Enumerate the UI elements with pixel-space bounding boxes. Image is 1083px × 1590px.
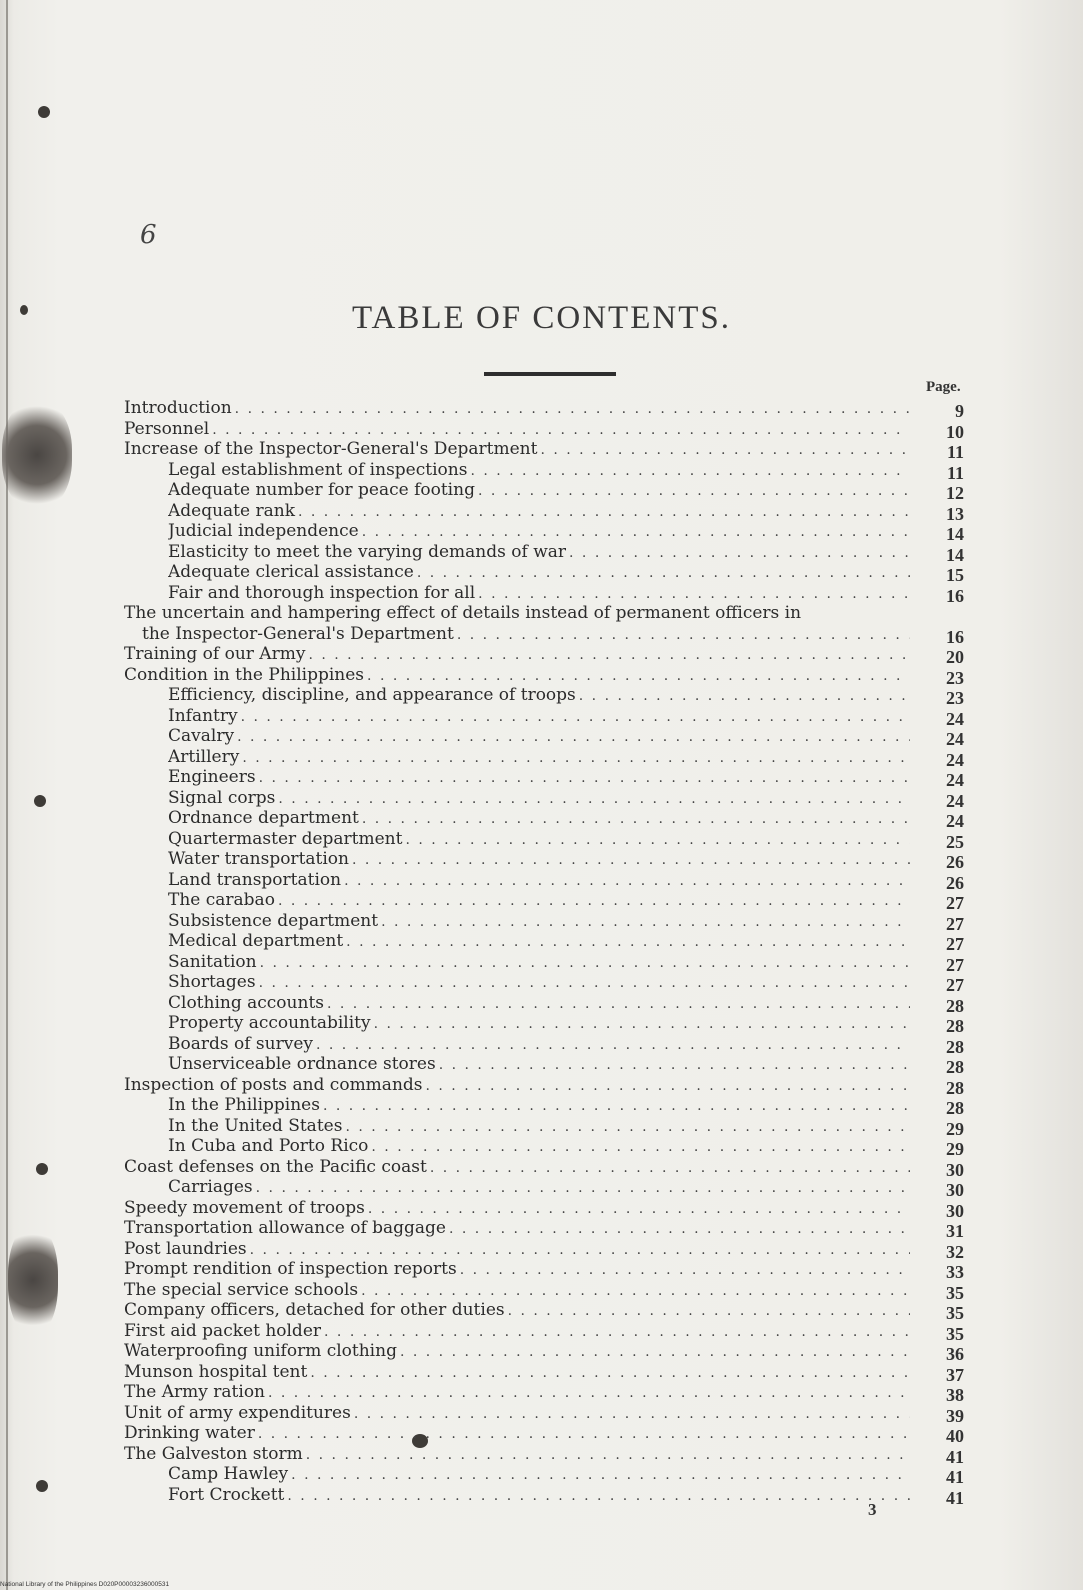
toc-entry-page: 28 — [946, 1016, 964, 1036]
toc-entry — [124, 685, 1024, 706]
binding-hole-mark — [34, 795, 46, 807]
toc-entry — [124, 419, 1024, 440]
toc-entry-page: 14 — [946, 524, 964, 544]
toc-entry-page: 35 — [946, 1303, 964, 1323]
toc-entry — [124, 767, 1024, 788]
toc-entry-label: Infantry — [168, 705, 238, 726]
toc-entry-page: 24 — [946, 729, 964, 749]
dot-leader — [449, 1219, 910, 1238]
dot-leader — [354, 1404, 910, 1423]
dot-leader — [362, 522, 910, 541]
toc-entry — [124, 1321, 1024, 1342]
toc-entry — [124, 726, 1024, 747]
toc-entry-page: 35 — [946, 1323, 964, 1344]
toc-entry-page: 26 — [946, 872, 964, 893]
toc-entry — [124, 624, 1024, 645]
toc-entry — [124, 1444, 1024, 1465]
dot-leader — [278, 789, 910, 808]
toc-entry-label: Medical department — [168, 931, 344, 951]
dot-leader — [470, 461, 910, 480]
toc-entry-page: 41 — [946, 1467, 964, 1487]
toc-entry-page: 28 — [946, 1077, 964, 1098]
dot-leader — [478, 481, 910, 500]
dot-leader — [405, 830, 910, 849]
dot-leader — [579, 686, 910, 705]
toc-entry-page: 39 — [946, 1405, 964, 1426]
dot-leader — [212, 420, 910, 439]
toc-entry-page: 24 — [946, 708, 964, 729]
toc-entry — [124, 501, 1024, 522]
toc-entry-page: 16 — [946, 626, 964, 647]
toc-entry-page: 13 — [946, 503, 964, 524]
toc-entry — [124, 829, 1024, 850]
dot-leader — [345, 1117, 910, 1136]
handwritten-mark: 6 — [140, 220, 157, 250]
toc-entry-page: 25 — [946, 831, 964, 852]
page-title: TABLE OF CONTENTS. — [352, 300, 731, 336]
toc-entry — [124, 480, 1024, 501]
toc-entry-label: The carabao — [168, 890, 275, 910]
dot-leader — [371, 1137, 910, 1156]
toc-entry-label: Adequate number for peace footing — [168, 480, 475, 500]
toc-entry-label: The Army ration — [124, 1382, 265, 1402]
dot-leader — [259, 973, 910, 992]
toc-entry-page: 28 — [946, 1057, 964, 1077]
toc-entry-label: Inspection of posts and commands — [124, 1074, 423, 1095]
dot-leader — [400, 1342, 910, 1361]
toc-list — [124, 398, 1024, 1508]
toc-entry-page: 27 — [946, 913, 964, 934]
toc-entry — [124, 1034, 1024, 1055]
dot-leader — [327, 994, 910, 1013]
binding-hole-mark — [36, 1163, 48, 1175]
toc-entry-page: 28 — [946, 1098, 964, 1118]
dot-leader — [430, 1158, 910, 1177]
toc-entry — [124, 706, 1024, 727]
dot-leader — [310, 1363, 910, 1382]
page-number: 3 — [868, 1500, 877, 1519]
toc-entry-label: In the United States — [168, 1115, 343, 1136]
dot-leader — [324, 1322, 910, 1341]
toc-entry — [124, 1116, 1024, 1137]
toc-entry-page: 15 — [946, 565, 964, 585]
dot-leader — [374, 1014, 910, 1033]
toc-entry-label: Boards of survey — [168, 1033, 313, 1054]
toc-entry — [124, 521, 1024, 542]
toc-entry — [124, 1362, 1024, 1383]
toc-entry-label: Cavalry — [168, 726, 235, 746]
dot-leader — [352, 850, 910, 869]
page-column-header: Page. — [926, 379, 961, 395]
dot-leader — [361, 1281, 910, 1300]
toc-entry-label: Speedy movement of troops — [124, 1197, 365, 1218]
toc-entry — [124, 911, 1024, 932]
toc-entry-page: 12 — [946, 483, 964, 503]
toc-entry-label: In the Philippines — [168, 1095, 320, 1115]
toc-entry-page: 35 — [946, 1282, 964, 1303]
toc-entry-page: 28 — [946, 1036, 964, 1057]
paper-damage-stain — [2, 400, 72, 510]
toc-entry-label: Coast defenses on the Pacific coast — [124, 1156, 427, 1177]
toc-entry — [124, 398, 1024, 419]
toc-entry-page: 27 — [946, 934, 964, 954]
dot-leader — [569, 543, 910, 562]
toc-entry-label: Prompt rendition of inspection reports — [124, 1259, 457, 1279]
toc-entry-label: the Inspector-General's Department — [142, 623, 454, 644]
toc-entry-label: Condition in the Philippines — [124, 664, 365, 685]
toc-entry-label: Drinking water — [124, 1423, 255, 1443]
toc-entry-page: 20 — [946, 647, 964, 667]
dot-leader — [250, 1240, 910, 1259]
toc-entry-label: Efficiency, discipline, and appearance of troops — [168, 685, 576, 705]
dot-leader — [381, 912, 910, 931]
dot-leader — [426, 1076, 911, 1095]
toc-entry-label: Sanitation — [168, 951, 257, 972]
toc-entry — [124, 1239, 1024, 1260]
toc-entry-label: Water transportation — [168, 849, 349, 869]
toc-entry-page: 24 — [946, 770, 964, 790]
toc-entry-page: 27 — [946, 893, 964, 913]
toc-entry — [124, 1382, 1024, 1403]
toc-entry — [124, 972, 1024, 993]
toc-entry-page: 11 — [946, 462, 964, 483]
dot-leader — [287, 1486, 910, 1505]
toc-entry-label: Personnel — [124, 418, 210, 439]
toc-entry-page: 26 — [946, 852, 964, 872]
dot-leader — [260, 953, 910, 972]
toc-entry-label: Ordnance department — [168, 808, 359, 828]
toc-entry-label: Carriages — [168, 1177, 253, 1197]
toc-entry-page: 29 — [946, 1118, 964, 1139]
toc-entry-label: The Galveston storm — [124, 1443, 303, 1464]
toc-entry-label: Unit of army expenditures — [124, 1402, 351, 1423]
toc-entry-page: 40 — [946, 1426, 964, 1446]
toc-entry — [124, 931, 1024, 952]
toc-entry — [124, 1075, 1024, 1096]
scan-footer-note: National Library of the Philippines D020P00003236000531 — [0, 1581, 170, 1588]
toc-entry-page: 32 — [946, 1241, 964, 1262]
dot-leader — [362, 809, 910, 828]
toc-entry-label: Transportation allowance of baggage — [124, 1218, 446, 1238]
dot-leader — [241, 707, 910, 726]
dot-leader — [346, 932, 910, 951]
toc-entry-label: The special service schools — [124, 1279, 359, 1300]
toc-entry-page: 23 — [946, 667, 964, 688]
toc-entry — [124, 542, 1024, 563]
toc-entry-label: Waterproofing uniform clothing — [124, 1341, 397, 1361]
toc-entry — [124, 1485, 1024, 1506]
dot-leader — [316, 1035, 910, 1054]
toc-entry — [124, 890, 1024, 911]
toc-entry-label: Adequate rank — [168, 500, 295, 521]
toc-entry — [124, 644, 1024, 665]
toc-entry-page: 33 — [946, 1262, 964, 1282]
toc-entry-page: 27 — [946, 954, 964, 975]
dot-leader — [259, 768, 910, 787]
toc-entry — [124, 1136, 1024, 1157]
toc-entry-label: Clothing accounts — [168, 992, 324, 1013]
dot-leader — [278, 891, 910, 910]
toc-entry — [124, 460, 1024, 481]
toc-entry — [124, 952, 1024, 973]
toc-entry-label: Property accountability — [168, 1013, 371, 1033]
dot-leader — [367, 666, 910, 685]
toc-entry-label: Land transportation — [168, 869, 342, 890]
toc-entry-label: Engineers — [168, 767, 256, 787]
toc-entry-label: In Cuba and Porto Rico — [168, 1136, 369, 1156]
toc-entry-page: 28 — [946, 995, 964, 1016]
toc-entry-label: Fair and thorough inspection for all — [168, 582, 476, 603]
toc-entry-page: 16 — [946, 585, 964, 606]
toc-entry — [124, 603, 1024, 624]
toc-entry — [124, 1218, 1024, 1239]
toc-entry — [124, 1157, 1024, 1178]
toc-entry — [124, 1300, 1024, 1321]
toc-entry-label: Elasticity to meet the varying demands of war — [168, 541, 567, 562]
toc-entry — [124, 1054, 1024, 1075]
dot-leader — [237, 727, 910, 746]
toc-entry-page: 30 — [946, 1159, 964, 1180]
toc-entry-label: Increase of the Inspector-General's Department — [124, 439, 538, 459]
binding-hole-mark — [36, 1480, 48, 1492]
paper-damage-stain — [8, 1225, 58, 1335]
toc-entry-page: 29 — [946, 1139, 964, 1159]
toc-entry-page: 41 — [946, 1487, 964, 1508]
toc-entry-page: 24 — [946, 790, 964, 811]
dot-leader — [478, 584, 910, 603]
toc-entry — [124, 1177, 1024, 1198]
toc-entry-label: First aid packet holder — [124, 1320, 322, 1341]
toc-entry-page: 30 — [946, 1180, 964, 1200]
title-rule — [484, 372, 616, 376]
dot-leader — [235, 399, 910, 418]
toc-entry-label: Subsistence department — [168, 910, 379, 931]
toc-entry-page: 27 — [946, 975, 964, 995]
toc-entry-label: The uncertain and hampering effect of details instead of permanent officers in — [124, 603, 802, 623]
toc-entry — [124, 808, 1024, 829]
dot-leader — [540, 440, 910, 459]
toc-entry — [124, 1013, 1024, 1034]
dot-leader — [256, 1178, 910, 1197]
dot-leader — [457, 625, 910, 644]
toc-entry-page: 10 — [946, 421, 964, 442]
dot-leader — [417, 563, 910, 582]
toc-entry — [124, 788, 1024, 809]
toc-entry — [124, 993, 1024, 1014]
dot-leader — [344, 871, 910, 890]
dot-leader — [508, 1301, 910, 1320]
toc-entry — [124, 583, 1024, 604]
toc-entry-page: 30 — [946, 1200, 964, 1221]
toc-entry-label: Adequate clerical assistance — [168, 562, 414, 582]
dot-leader — [242, 748, 910, 767]
toc-entry-page: 23 — [946, 688, 964, 708]
toc-entry — [124, 1095, 1024, 1116]
toc-entry — [124, 439, 1024, 460]
toc-entry-label: Training of our Army — [124, 644, 306, 664]
toc-entry — [124, 1259, 1024, 1280]
toc-entry-label: Munson hospital tent — [124, 1361, 308, 1382]
toc-entry-label: Signal corps — [168, 787, 276, 808]
binding-hole-mark — [38, 106, 50, 118]
toc-entry-label: Introduction — [124, 398, 232, 418]
toc-entry-label: Shortages — [168, 972, 256, 992]
toc-entry — [124, 747, 1024, 768]
dot-leader — [323, 1096, 910, 1115]
toc-entry — [124, 1341, 1024, 1362]
toc-entry — [124, 849, 1024, 870]
toc-entry — [124, 665, 1024, 686]
toc-entry-page: 14 — [946, 544, 964, 565]
toc-entry — [124, 1280, 1024, 1301]
toc-entry — [124, 1423, 1024, 1444]
dot-leader — [268, 1383, 910, 1402]
dot-leader — [460, 1260, 910, 1279]
dot-leader — [298, 502, 910, 521]
dot-leader — [368, 1199, 910, 1218]
toc-entry-page: 38 — [946, 1385, 964, 1405]
toc-entry-label: Unserviceable ordnance stores — [168, 1054, 436, 1074]
toc-entry-label: Legal establishment of inspections — [168, 459, 468, 480]
toc-entry-label: Company officers, detached for other duties — [124, 1300, 505, 1320]
toc-entry-page: 24 — [946, 749, 964, 770]
toc-entry — [124, 1403, 1024, 1424]
dot-leader — [258, 1424, 910, 1443]
toc-entry-label: Fort Crockett — [168, 1484, 285, 1505]
toc-entry-page: 36 — [946, 1344, 964, 1364]
toc-entry-page: 9 — [955, 401, 964, 421]
binding-edge — [6, 0, 8, 1590]
toc-entry — [124, 1464, 1024, 1485]
toc-entry-label: Camp Hawley — [168, 1464, 289, 1484]
toc-entry — [124, 562, 1024, 583]
dot-leader — [439, 1055, 910, 1074]
toc-entry — [124, 1198, 1024, 1219]
dot-leader — [291, 1465, 910, 1484]
toc-entry-page: 31 — [946, 1221, 964, 1241]
toc-entry-label: Artillery — [168, 746, 240, 767]
toc-entry — [124, 870, 1024, 891]
toc-entry-page: 37 — [946, 1364, 964, 1385]
toc-entry-page: 24 — [946, 811, 964, 831]
dot-leader — [306, 1445, 910, 1464]
toc-entry-label: Post laundries — [124, 1238, 247, 1259]
toc-entry-page: 11 — [946, 442, 964, 462]
toc-entry-label: Quartermaster department — [168, 828, 403, 849]
toc-entry-label: Judicial independence — [168, 521, 359, 541]
dot-leader — [308, 645, 910, 664]
toc-entry-page: 41 — [946, 1446, 964, 1467]
